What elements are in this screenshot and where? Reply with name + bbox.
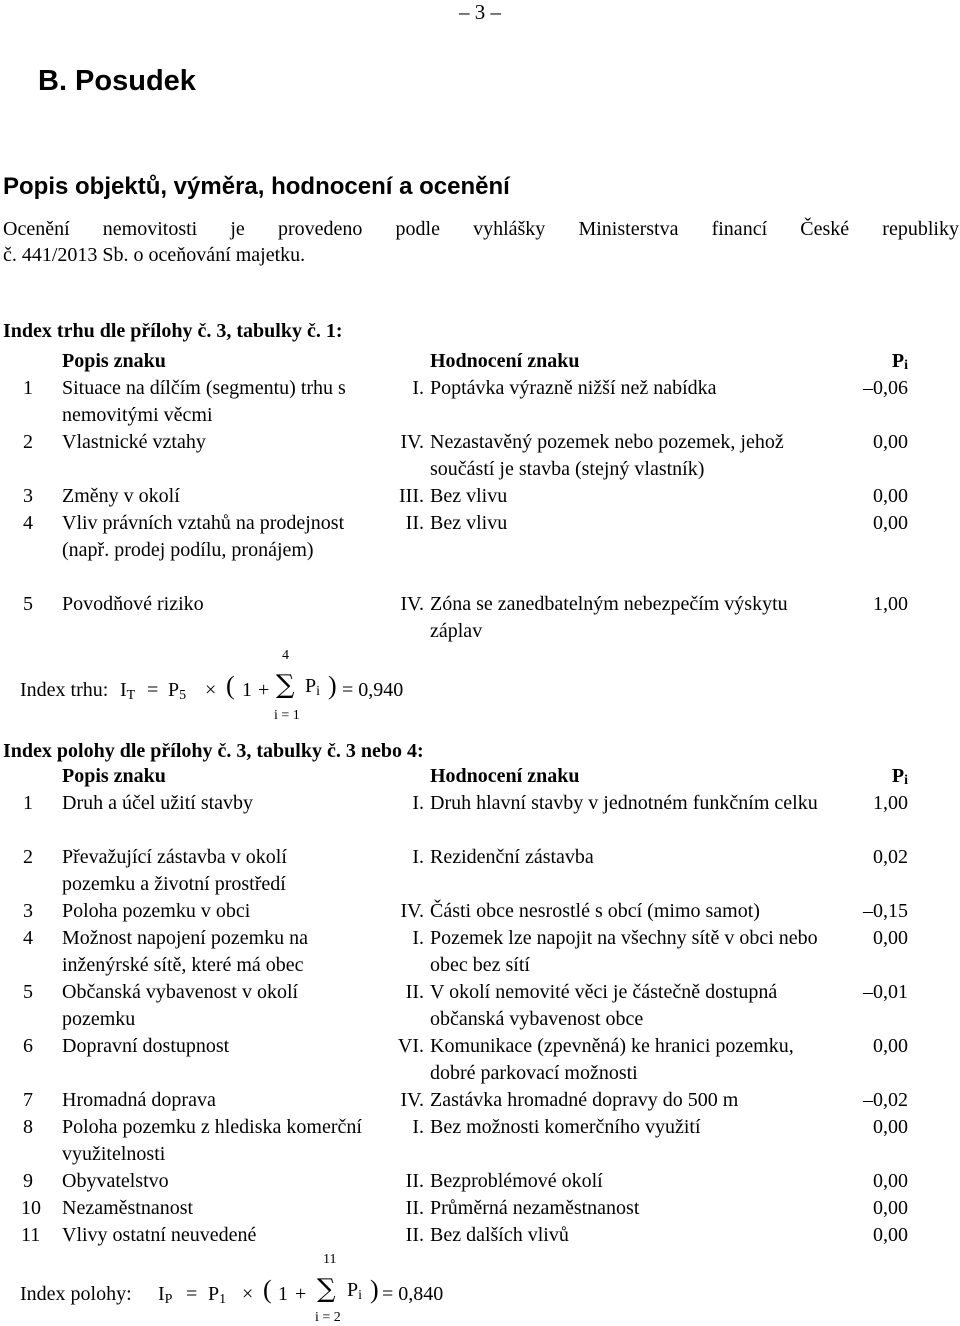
row-grade: IV. [400,900,424,922]
row-grade: IV. [400,431,424,453]
formula-equals: = [186,1283,198,1305]
location-index-title: Index polohy dle přílohy č. 3, tabulky č. 3 nebo 4: [3,740,424,762]
sum-upper-limit: 11 [323,1252,337,1267]
sum-term: $P_i$ [347,1279,363,1303]
row-description: Vliv právních vztahů na prodejnost (např. prodej podílu, pronájem) [62,512,345,561]
row-description: Vlastnické vztahy [62,431,206,453]
table-row [0,510,960,591]
row-value: –0,15 [863,900,908,922]
open-paren: ( [263,1275,272,1304]
row-evaluation: Rezidenční zástavba [430,846,594,868]
formula-symbol: $I_P$ [158,1283,173,1307]
row-evaluation: Bez vlivu [430,512,508,534]
row-grade: I. [412,792,424,814]
location-index-formula [20,1248,460,1326]
table-header [0,348,960,375]
table-row [0,1114,960,1168]
row-evaluation: V okolí nemovité věci je částečně dostupná občanská vybavenost obce [430,981,778,1030]
sum-lower-limit: i = 2 [315,1310,341,1325]
header-description: Popis znaku [62,765,166,787]
row-evaluation: Průměrná nezaměstnanost [430,1197,640,1219]
row-number: 5 [23,981,33,1003]
header-pi: Pi [891,350,908,373]
row-description: Poloha pozemku z hlediska komerční využitelnosti [62,1116,362,1165]
row-description: Hromadná doprava [62,1089,216,1111]
row-value: 0,00 [873,1170,908,1192]
row-value: 1,00 [873,593,908,615]
row-grade: II. [405,1224,424,1246]
table-row [0,591,960,645]
sum-term: $P_i$ [305,675,321,699]
row-grade: II. [405,981,424,1003]
intro-paragraph [3,216,959,268]
header-pi: Pi [891,765,908,788]
formula-equals: = [147,679,159,701]
row-number: 9 [23,1170,33,1192]
row-description: Druh a účel užití stavby [62,792,254,814]
table-row [0,1195,960,1222]
table-row [0,790,960,844]
row-grade: IV. [400,593,424,615]
row-evaluation: Poptávka výrazně nižší než nabídka [430,377,717,399]
row-value: 0,00 [873,1197,908,1219]
row-evaluation: Pozemek lze napojit na všechny sítě v obci nebo obec bez sítí [430,927,818,976]
row-grade: IV. [400,1089,424,1111]
intro-word: Ocenění [3,218,70,240]
header-evaluation: Hodnocení znaku [430,765,580,787]
row-value: 0,00 [873,431,908,453]
row-description: Obyvatelstvo [62,1170,169,1192]
one: 1 [242,679,252,701]
row-evaluation: Bez možnosti komerčního využití [430,1116,701,1138]
table-row [0,979,960,1033]
open-paren: ( [226,671,235,700]
row-grade: III. [399,485,424,507]
intro-word: nemovitosti [102,218,198,240]
intro-word: provedeno [277,218,363,240]
header-description: Popis znaku [62,350,166,372]
row-number: 7 [23,1089,33,1111]
row-description: Změny v okolí [62,485,180,507]
row-number: 1 [23,792,33,814]
close-paren: ) [328,671,337,700]
table-row [0,1087,960,1114]
formula-lhs: $P_1$ [208,1283,227,1307]
intro-line-2: č. 441/2013 Sb. o oceňování majetku. [3,244,306,266]
table-header [0,763,960,790]
sum-lower-limit: i = 1 [274,708,300,723]
table-row [0,375,960,429]
row-evaluation: Druh hlavní stavby v jednotném funkčním celku [430,792,818,814]
table-row [0,844,960,898]
times-sign: × [205,679,217,701]
table-row [0,1168,960,1195]
intro-word: Ministerstva [578,218,679,240]
row-value: –0,02 [863,1089,908,1111]
intro-line-1 [3,216,959,242]
row-description: Nezaměstnanost [62,1197,194,1219]
row-number: 4 [23,927,33,949]
row-grade: II. [405,512,424,534]
section-heading: B. Posudek [38,65,196,97]
row-value: 0,00 [873,1035,908,1057]
intro-word: financí [711,218,768,240]
location-index-table [0,763,960,1249]
row-number: 1 [23,377,33,399]
row-evaluation: Bez vlivu [430,485,508,507]
row-grade: II. [405,1197,424,1219]
subsection-heading: Popis objektů, výměra, hodnocení a ocenění [3,173,510,200]
market-index-title: Index trhu dle přílohy č. 3, tabulky č. 1: [3,320,343,342]
row-evaluation: Části obce nesrostlé s obcí (mimo samot) [430,900,760,922]
intro-word: je [230,218,245,240]
plus-sign: + [258,679,270,701]
row-number: 4 [23,512,33,534]
close-paren: ) [370,1275,379,1304]
row-grade: I. [412,377,424,399]
row-evaluation: Komunikace (zpevněná) ke hranici pozemku, dobré parkovací možnosti [430,1035,794,1084]
row-description: Dopravní dostupnost [62,1035,230,1057]
page-number: – 3 – [459,0,501,24]
table-row [0,483,960,510]
row-grade: I. [412,1116,424,1138]
row-value: –0,06 [863,377,908,399]
intro-word: republiky [882,218,959,240]
row-evaluation: Bezproblémové okolí [430,1170,603,1192]
row-number: 2 [23,846,33,868]
row-value: 0,02 [873,846,908,868]
row-number: 6 [23,1035,33,1057]
times-sign: × [242,1283,254,1305]
row-description: Občanská vybavenost v okolí pozemku [62,981,299,1030]
row-value: 1,00 [873,792,908,814]
formula-result: = 0,840 [382,1283,444,1305]
row-number: 11 [21,1224,41,1246]
row-value: 0,00 [873,1116,908,1138]
row-number: 3 [23,900,33,922]
table-row [0,1222,960,1249]
row-grade: II. [405,1170,424,1192]
row-evaluation: Bez dalších vlivů [430,1224,569,1246]
row-number: 10 [21,1197,41,1219]
intro-word: vyhlášky [473,218,546,240]
table-row [0,1033,960,1087]
intro-word: České [800,218,850,240]
formula-lhs: $P_5$ [168,679,187,703]
formula-result: = 0,940 [342,679,404,701]
sum-icon: ∑ [276,670,295,700]
row-evaluation: Nezastavěný pozemek nebo pozemek, jehož součástí je stavba (stejný vlastník) [430,431,784,480]
row-number: 2 [23,431,33,453]
row-value: 0,00 [873,1224,908,1246]
header-evaluation: Hodnocení znaku [430,350,580,372]
row-value: –0,01 [863,981,908,1003]
market-index-table [0,348,960,645]
row-description: Situace na dílčím (segmentu) trhu s nemovitými věcmi [62,377,346,426]
row-evaluation: Zóna se zanedbatelným nebezpečím výskytu záplav [430,593,788,642]
row-description: Možnost napojení pozemku na inženýrské sítě, které má obec [62,927,309,976]
row-description: Převažující zástavba v okolí pozemku a životní prostředí [62,846,287,895]
formula-label: Index trhu: [20,679,109,701]
intro-word: podle [395,218,440,240]
table-row [0,898,960,925]
row-grade: I. [412,846,424,868]
row-description: Vlivy ostatní neuvedené [62,1224,257,1246]
table-row [0,429,960,483]
row-evaluation: Zastávka hromadné dopravy do 500 m [430,1089,739,1111]
table-row [0,925,960,979]
row-value: 0,00 [873,927,908,949]
sum-upper-limit: 4 [282,648,289,663]
row-number: 5 [23,593,33,615]
row-grade: VI. [397,1035,424,1057]
formula-symbol: $I_T$ [120,679,136,703]
row-grade: I. [412,927,424,949]
market-index-formula [20,646,440,726]
one: 1 [278,1283,288,1305]
plus-sign: + [295,1283,307,1305]
row-description: Poloha pozemku v obci [62,900,251,922]
row-number: 8 [23,1116,33,1138]
sum-icon: ∑ [317,1274,336,1304]
row-description: Povodňové riziko [62,593,204,615]
formula-label: Index polohy: [20,1283,132,1305]
row-value: 0,00 [873,512,908,534]
row-number: 3 [23,485,33,507]
row-value: 0,00 [873,485,908,507]
